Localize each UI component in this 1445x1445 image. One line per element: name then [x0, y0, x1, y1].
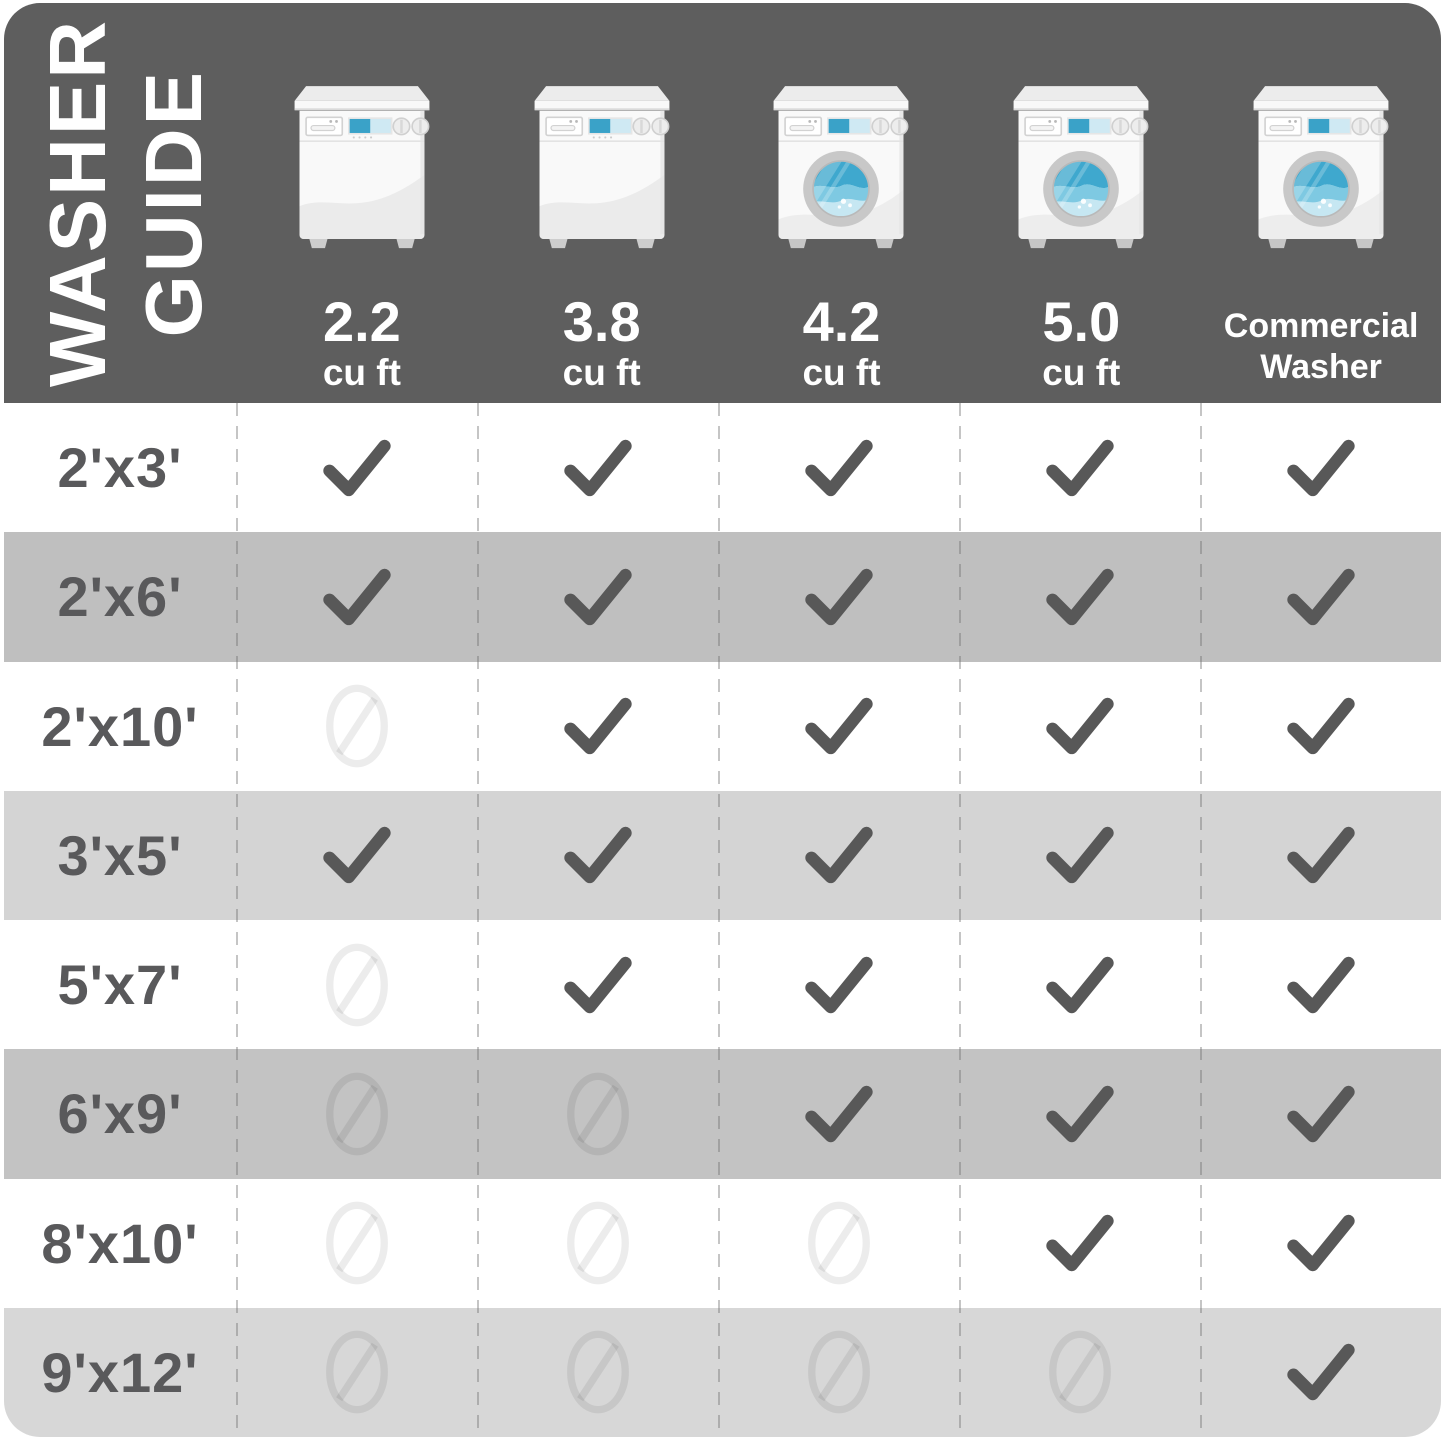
- capacity-value: 2.2: [322, 290, 401, 353]
- check-icon: [320, 822, 394, 888]
- compatibility-cell: [1200, 1049, 1441, 1178]
- compatibility-cell: [959, 920, 1200, 1049]
- not-suitable-icon: [804, 1199, 874, 1287]
- washer-column-2-2: [242, 3, 482, 403]
- compatibility-cell: [959, 662, 1200, 791]
- check-icon: [1043, 693, 1117, 759]
- compatibility-cell: [1200, 532, 1441, 661]
- capacity-value: 4.2: [802, 290, 881, 353]
- check-icon: [1284, 564, 1358, 630]
- compatibility-cell: [236, 1049, 477, 1178]
- check-icon: [561, 952, 635, 1018]
- table-row: [4, 403, 1441, 532]
- capacity-value: 3.8: [562, 290, 641, 353]
- table-row: [4, 1179, 1441, 1308]
- rug-size-label: 2'x6': [57, 565, 183, 629]
- compatibility-cell: [718, 1049, 959, 1178]
- check-icon: [1043, 822, 1117, 888]
- not-suitable-icon: [563, 1199, 633, 1287]
- compatibility-cell: [477, 791, 718, 920]
- compatibility-cell: [236, 1308, 477, 1437]
- header: [4, 3, 1441, 403]
- compatibility-cell: [477, 920, 718, 1049]
- compatibility-cell: [1200, 791, 1441, 920]
- not-suitable-icon: [322, 1199, 392, 1287]
- top-load-washer-icon: [288, 81, 436, 254]
- compatibility-cell: [718, 1308, 959, 1437]
- capacity-unit: cu ft: [322, 352, 401, 393]
- washer-capacity-label: [322, 290, 401, 393]
- compatibility-cell: [718, 403, 959, 532]
- compatibility-cell: [959, 1179, 1200, 1308]
- check-icon: [802, 952, 876, 1018]
- compatibility-cell: [959, 1308, 1200, 1437]
- compatibility-cell: [477, 403, 718, 532]
- washer-column-4-2: [722, 3, 962, 403]
- check-icon: [1284, 952, 1358, 1018]
- check-icon: [1284, 1339, 1358, 1405]
- washer-column-3-8: [482, 3, 722, 403]
- check-icon: [1043, 564, 1117, 630]
- check-icon: [1043, 435, 1117, 501]
- check-icon: [320, 564, 394, 630]
- compatibility-cell: [718, 532, 959, 661]
- rug-size-label: 5'x7': [57, 953, 183, 1017]
- compatibility-cell: [236, 532, 477, 661]
- check-icon: [1043, 1081, 1117, 1147]
- compatibility-cell: [959, 791, 1200, 920]
- table-row: [4, 920, 1441, 1049]
- front-load-washer-icon: [1247, 81, 1395, 254]
- not-suitable-icon: [804, 1328, 874, 1416]
- capacity-value: 5.0: [1042, 290, 1121, 353]
- rug-size-label: 2'x3': [57, 436, 183, 500]
- check-icon: [1284, 1210, 1358, 1276]
- check-icon: [1284, 1081, 1358, 1147]
- compatibility-cell: [1200, 403, 1441, 532]
- compatibility-cell: [477, 1049, 718, 1178]
- compatibility-cell: [236, 1179, 477, 1308]
- rug-size-label: 2'x10': [41, 694, 199, 758]
- check-icon: [802, 693, 876, 759]
- washer-guide-infographic: [4, 3, 1441, 1437]
- compatibility-cell: [236, 791, 477, 920]
- compatibility-cell: [1200, 920, 1441, 1049]
- not-suitable-icon: [322, 1328, 392, 1416]
- not-suitable-icon: [322, 1070, 392, 1158]
- check-icon: [802, 564, 876, 630]
- column-divider: [959, 403, 961, 1437]
- compatibility-cell: [477, 1179, 718, 1308]
- compatibility-cell: [236, 662, 477, 791]
- compatibility-cell: [718, 791, 959, 920]
- check-icon: [1284, 693, 1358, 759]
- check-icon: [561, 564, 635, 630]
- check-icon: [802, 435, 876, 501]
- check-icon: [1043, 952, 1117, 1018]
- check-icon: [561, 435, 635, 501]
- table-row: [4, 532, 1441, 661]
- compatibility-cell: [1200, 1308, 1441, 1437]
- column-divider: [236, 403, 238, 1437]
- check-icon: [802, 1081, 876, 1147]
- top-load-washer-icon: [528, 81, 676, 254]
- check-icon: [1284, 822, 1358, 888]
- title-word-washer: WASHER: [33, 18, 122, 388]
- column-divider: [718, 403, 720, 1437]
- compatibility-table: [4, 403, 1441, 1437]
- check-icon: [561, 822, 635, 888]
- not-suitable-icon: [563, 1328, 633, 1416]
- capacity-unit: cu ft: [562, 352, 641, 393]
- compatibility-cell: [959, 1049, 1200, 1178]
- compatibility-cell: [718, 920, 959, 1049]
- capacity-unit: Washer: [1260, 348, 1382, 387]
- table-row: [4, 662, 1441, 791]
- check-icon: [802, 822, 876, 888]
- column-divider: [477, 403, 479, 1437]
- washer-capacity-label: [562, 290, 641, 393]
- compatibility-cell: [236, 920, 477, 1049]
- compatibility-cell: [718, 662, 959, 791]
- compatibility-cell: [477, 1308, 718, 1437]
- capacity-value: Commercial: [1223, 307, 1419, 345]
- front-load-washer-icon: [1007, 81, 1155, 254]
- washer-capacity-label: [1224, 306, 1419, 389]
- compatibility-cell: [1200, 1179, 1441, 1308]
- washer-columns-header: [242, 3, 1441, 403]
- compatibility-cell: [1200, 662, 1441, 791]
- washer-capacity-label: [1042, 290, 1121, 393]
- check-icon: [1284, 435, 1358, 501]
- washer-capacity-label: [802, 290, 881, 393]
- rug-size-label: 8'x10': [41, 1211, 199, 1275]
- rug-size-label: 3'x5': [57, 823, 183, 887]
- not-suitable-icon: [322, 941, 392, 1029]
- check-icon: [561, 693, 635, 759]
- table-row: [4, 1049, 1441, 1178]
- not-suitable-icon: [322, 682, 392, 770]
- front-load-washer-icon: [767, 81, 915, 254]
- rug-size-label: 9'x12': [41, 1340, 199, 1404]
- compatibility-cell: [477, 662, 718, 791]
- compatibility-cell: [959, 403, 1200, 532]
- compatibility-cell: [718, 1179, 959, 1308]
- compatibility-cell: [236, 403, 477, 532]
- check-icon: [320, 435, 394, 501]
- title-word-guide: GUIDE: [129, 68, 218, 338]
- check-icon: [1043, 1210, 1117, 1276]
- washer-column-commercial: [1201, 3, 1441, 403]
- compatibility-cell: [477, 532, 718, 661]
- not-suitable-icon: [563, 1070, 633, 1158]
- compatibility-cell: [959, 532, 1200, 661]
- capacity-unit: cu ft: [802, 352, 881, 393]
- washer-column-5-0: [961, 3, 1201, 403]
- page-title: [4, 3, 242, 403]
- table-row: [4, 1308, 1441, 1437]
- rug-size-label: 6'x9': [57, 1082, 183, 1146]
- capacity-unit: cu ft: [1042, 352, 1121, 393]
- column-divider: [1200, 403, 1202, 1437]
- not-suitable-icon: [1045, 1328, 1115, 1416]
- table-row: [4, 791, 1441, 920]
